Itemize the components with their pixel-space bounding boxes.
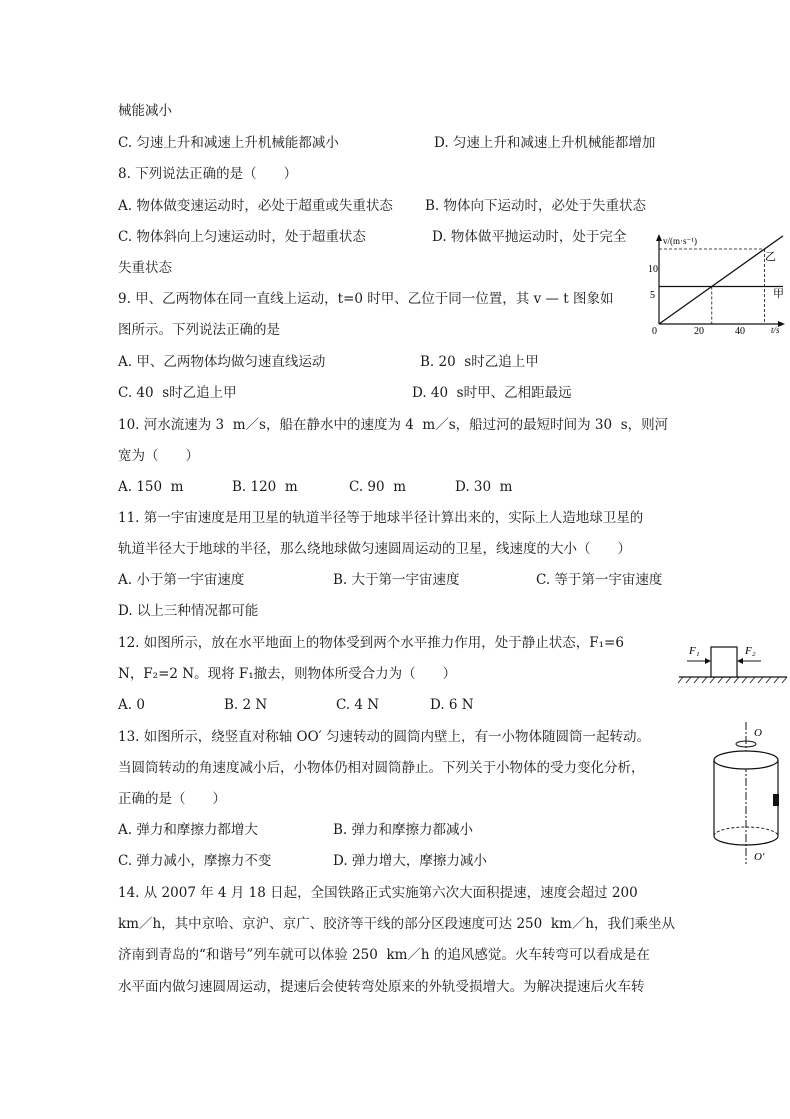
question-11: 11. 第一宇宙速度是用卫星的轨道半径等于地球半径计算出来的，实际上人造地球卫星的 [118,510,644,526]
option-d: D. 物体做平抛运动时，处于完全 [432,229,627,245]
option-c: C. 匀速上升和减速上升机械能都减小 [118,135,339,151]
text-line: 正确的是（ ） [118,791,226,807]
text-line: 失重状态 [118,260,172,276]
ground-hatching [678,677,787,683]
option-d: D. 以上三种情况都可能 [118,603,259,619]
option-a: A. 物体做变速运动时，必处于超重或失重状态 [118,198,393,214]
text-line: 济南到青岛的“和谐号”列车就可以体验 250 km／h 的追风感觉。火车转弯可以看成是在 [118,947,650,963]
text-line: km／h，其中京哈、京沪、京广、胶济等干线的部分区段速度可达 250 km／h，我们乘坐从 [118,916,675,932]
option-b: B. 20 s时乙追上甲 [420,354,539,370]
option-d: D. 弹力增大，摩擦力减小 [333,853,487,869]
small-object [773,794,779,806]
f1-label: F₁ [689,645,700,657]
option-c: C. 40 s时乙追上甲 [118,385,237,401]
series-label-yi: 乙 [765,251,776,263]
option-c: C. 物体斜向上匀速运动时，处于超重状态 [118,229,366,245]
block [711,647,737,677]
option-b: B. 120 m [232,479,298,495]
text-line: 水平面内做匀速圆周运动，提速后会使转弯处原来的外轨受损增大。为解决提速后火车转 [118,979,645,995]
option-b: B. 物体向下运动时，必处于失重状态 [425,198,647,214]
x-axis-label: t/s [771,325,780,335]
vt-graph [645,234,790,337]
option-a: A. 0 [118,697,145,713]
question-9: 9. 甲、乙两物体在同一直线上运动，t=0 时甲、乙位于同一位置，其 v — t 图象如 [118,291,614,307]
text-line: 图所示。下列说法正确的是 [118,322,280,338]
option-c: C. 90 m [349,479,406,495]
option-a: A. 甲、乙两物体均做匀速直线运动 [118,354,326,370]
y-tick-label: 0 [652,326,657,337]
option-c: C. 等于第一宇宙速度 [536,572,663,588]
option-d: D. 匀速上升和减速上升机械能都增加 [434,135,656,151]
option-b: B. 2 N [224,697,268,713]
option-b: B. 弹力和摩擦力都减小 [333,822,474,838]
axis-label-bottom: O′ [754,851,765,863]
text-line: 宽为（ ） [118,448,199,464]
force-diagram [677,637,789,687]
option-a: A. 150 m [118,479,184,495]
y-tick-label: 10 [648,264,658,275]
f2-label: F₂ [745,645,756,657]
cylinder-diagram [710,718,790,868]
x-tick-label: 40 [735,326,745,337]
question-10: 10. 河水流速为 3 m／s，船在静水中的速度为 4 m／s，船过河的最短时间为 30 s，则河 [118,417,669,433]
option-a: A. 弹力和摩擦力都增大 [118,822,258,838]
text-line: 当圆筒转动的角速度减小后，小物体仍相对圆筒静止。下列关于小物体的受力变化分析， [118,760,645,776]
f1-arrow-head-icon [705,658,711,664]
question-12: 12. 如图所示，放在水平地面上的物体受到两个水平推力作用，处于静止状态，F₁=6 [118,635,624,651]
cylinder-top [714,751,778,769]
axis-label-top: O [754,727,762,739]
question-8: 8. 下列说法正确的是（ ） [118,166,298,182]
option-d: D. 30 m [455,479,513,495]
option-a: A. 小于第一宇宙速度 [118,572,245,588]
f2-arrow-head-icon [737,658,743,664]
option-c: C. 弹力减小，摩擦力不变 [118,853,272,869]
option-c: C. 4 N [336,697,380,713]
text-line: N，F₂=2 N。现将 F₁撤去，则物体所受合力为（ ） [118,666,457,682]
y-tick-label: 5 [650,290,655,301]
option-b: B. 大于第一宇宙速度 [333,572,460,588]
text-line: 械能减小 [118,103,172,119]
question-14: 14. 从 2007 年 4 月 18 日起，全国铁路正式实施第六次大面积提速，速度会超过 200 [118,885,638,901]
y-axis-label: v/(m·s⁻¹) [663,236,697,246]
option-d: D. 6 N [430,697,474,713]
option-d: D. 40 s时甲、乙相距最远 [412,385,572,401]
y-axis-arrow-icon [656,234,662,241]
question-13: 13. 如图所示，绕竖直对称轴 OO′ 匀速转动的圆筒内壁上，有一小物体随圆筒一起转动。 [118,729,651,745]
series-label-jia: 甲 [773,288,784,300]
x-tick-label: 20 [694,326,704,337]
text-line: 轨道半径大于地球的半径，那么绕地球做匀速圆周运动的卫星，线速度的大小（ ） [118,541,631,557]
